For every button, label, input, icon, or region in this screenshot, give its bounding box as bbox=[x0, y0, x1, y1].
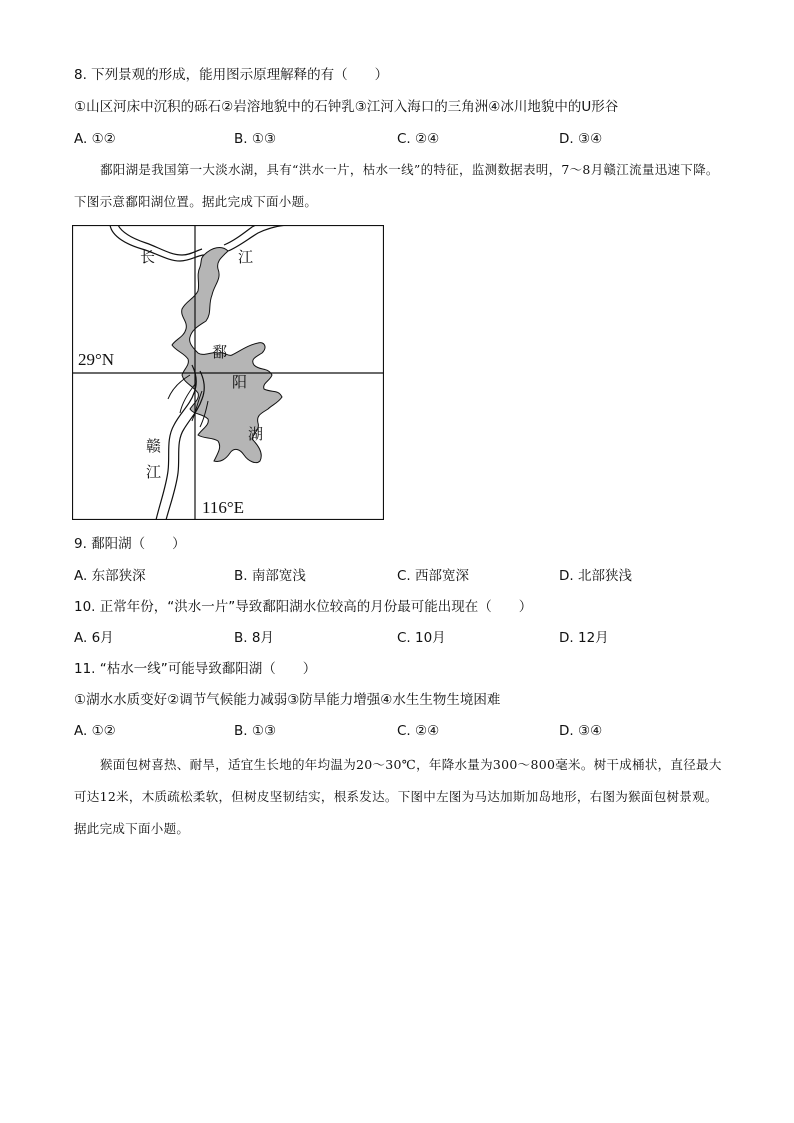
label-jiang-top: 江 bbox=[238, 248, 254, 266]
label-jiang-gan: 江 bbox=[146, 463, 162, 481]
q11-option-d[interactable]: D. ③④ bbox=[559, 723, 603, 739]
q9-option-b[interactable]: B. 南部宽浅 bbox=[234, 568, 306, 584]
label-po: 鄱 bbox=[212, 343, 228, 361]
q11-stem: 11. “枯水一线”可能导致鄱阳湖（ ） bbox=[74, 661, 317, 677]
q8-items: ①山区河床中沉积的砾石②岩溶地貌中的石钟乳③江河入海口的三角洲④冰川地貌中的U形谷 bbox=[74, 99, 619, 115]
q9-option-c[interactable]: C. 西部宽深 bbox=[397, 568, 470, 584]
label-gan: 赣 bbox=[146, 437, 162, 455]
q10-option-c[interactable]: C. 10月 bbox=[397, 630, 446, 646]
q11-items: ①湖水水质变好②调节气候能力减弱③防旱能力增强④水生生物生境困难 bbox=[74, 692, 501, 708]
label-chang: 长 bbox=[140, 248, 156, 266]
label-yang: 阳 bbox=[232, 373, 248, 391]
q10-stem: 10. 正常年份，“洪水一片”导致鄱阳湖水位较高的月份最可能出现在（ ） bbox=[74, 599, 533, 615]
q8-stem: 8. 下列景观的形成，能用图示原理解释的有（ ） bbox=[74, 67, 389, 83]
q10-option-a[interactable]: A. 6月 bbox=[74, 630, 114, 646]
passage-baobab: 猴面包树喜热、耐旱，适宜生长地的年均温为20～30℃，年降水量为300～800毫米。树干成桶状，直径最大可达12米，木质疏松柔软，但树皮坚韧结实，根系发达。下图中左图为马达加斯加岛地形，右图为猴面包树景观。据此完成下面小题。 bbox=[74, 757, 722, 836]
q11-option-c[interactable]: C. ②④ bbox=[397, 723, 440, 739]
longitude-label: 116°E bbox=[202, 498, 245, 517]
q11-option-a[interactable]: A. ①② bbox=[74, 723, 116, 739]
latitude-label: 29°N bbox=[78, 350, 115, 369]
passage-poyang: 鄱阳湖是我国第一大淡水湖，具有“洪水一片，枯水一线”的特征，监测数据表明，7～8月赣江流量迅速下降。下图示意鄱阳湖位置。据此完成下面小题。 bbox=[74, 162, 719, 209]
q8-option-d[interactable]: D. ③④ bbox=[559, 131, 603, 147]
q10-option-b[interactable]: B. 8月 bbox=[234, 630, 274, 646]
q9-option-d[interactable]: D. 北部狭浅 bbox=[559, 568, 632, 584]
poyang-lake-map bbox=[72, 225, 384, 520]
q10-option-d[interactable]: D. 12月 bbox=[559, 630, 609, 646]
q8-option-c[interactable]: C. ②④ bbox=[397, 131, 440, 147]
q9-option-a[interactable]: A. 东部狭深 bbox=[74, 568, 146, 584]
q8-option-a[interactable]: A. ①② bbox=[74, 131, 116, 147]
q8-option-b[interactable]: B. ①③ bbox=[234, 131, 277, 147]
label-hu: 湖 bbox=[248, 425, 264, 443]
q9-stem: 9. 鄱阳湖（ ） bbox=[74, 536, 186, 552]
q11-option-b[interactable]: B. ①③ bbox=[234, 723, 277, 739]
